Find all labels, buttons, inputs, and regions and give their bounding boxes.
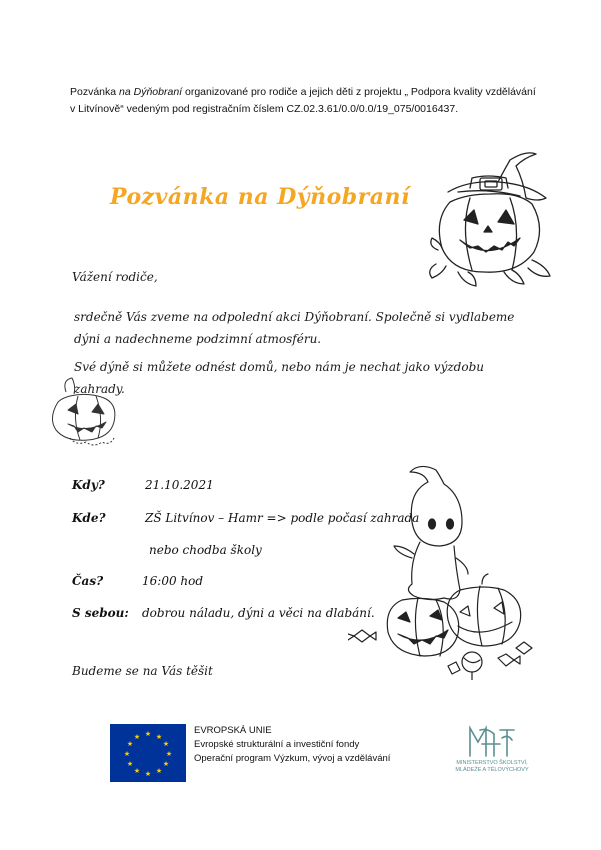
msmt-text [442, 760, 542, 774]
where-value: ZŠ Litvínov – Hamr => podle počasí zahrada [145, 511, 420, 525]
intro-part-3: organizované pro rodiče a jejich děti z projektu „ Podpora kvality vzdělávání v Litvínově“ vedeným pod registračním číslem CZ.02.3.61/0.0/0.0/19_075/0016437. [70, 86, 536, 115]
svg-text:★: ★ [133, 733, 141, 741]
paragraph-1: srdečně Vás zveme na odpolední akci Dýňobraní. Společně si vydlabeme dýni a nadechneme podzimní atmosféru. [74, 310, 515, 346]
bring-label: S sebou: [72, 606, 129, 620]
svg-text:★: ★ [162, 740, 170, 748]
svg-text:★: ★ [165, 750, 173, 758]
where-value-2: nebo chodba školy [149, 543, 262, 557]
where-row [72, 511, 420, 525]
svg-text:★: ★ [155, 733, 163, 741]
page-title: Pozvánka na Dýňobraní [110, 184, 410, 210]
time-label: Čas? [72, 574, 104, 588]
svg-text:★: ★ [155, 767, 163, 775]
eu-line-1: EVROPSKÁ UNIE [194, 725, 272, 736]
intro-text [70, 84, 540, 118]
intro-part-1: Pozvánka [70, 86, 120, 98]
when-value: 21.10.2021 [145, 478, 214, 492]
time-row [72, 574, 204, 588]
where-label: Kde? [72, 511, 106, 525]
when-label: Kdy? [72, 478, 105, 492]
msmt-line-1: MINISTERSTVO ŠKOLSTVÍ, [456, 760, 528, 766]
ghost-on-pumpkins-icon [348, 462, 536, 680]
eu-flag-icon [110, 724, 186, 782]
closing-text: Budeme se na Vás těšit [72, 664, 213, 678]
svg-text:★: ★ [123, 750, 131, 758]
svg-text:★: ★ [133, 767, 141, 775]
greeting: Vážení rodiče, [72, 270, 158, 284]
eu-text [194, 724, 390, 766]
svg-text:★: ★ [144, 770, 152, 778]
svg-text:★: ★ [162, 760, 170, 768]
msmt-line-2: MLÁDEŽE A TĚLOVÝCHOVY [455, 767, 529, 773]
msmt-logo-icon [442, 722, 542, 784]
eu-line-3: Operační program Výzkum, vývoj a vzdělávání [194, 753, 391, 764]
bring-value: dobrou náladu, dýni a věci na dlabání. [142, 606, 375, 620]
paragraph-2: Své dýně si můžete odnést domů, nebo nám je nechat jako výzdobu zahrady. [74, 360, 484, 396]
intro-part-2: na Dýňobraní [119, 86, 183, 98]
time-value: 16:00 hod [142, 574, 204, 588]
witch-hat-pumpkin-icon [428, 140, 558, 290]
svg-text:★: ★ [126, 740, 134, 748]
eu-line-2: Evropské strukturální a investiční fondy [194, 739, 360, 750]
logos-bar [110, 722, 540, 792]
svg-text:★: ★ [144, 730, 152, 738]
bring-row [72, 606, 375, 620]
when-row [72, 478, 214, 492]
svg-text:★: ★ [126, 760, 134, 768]
